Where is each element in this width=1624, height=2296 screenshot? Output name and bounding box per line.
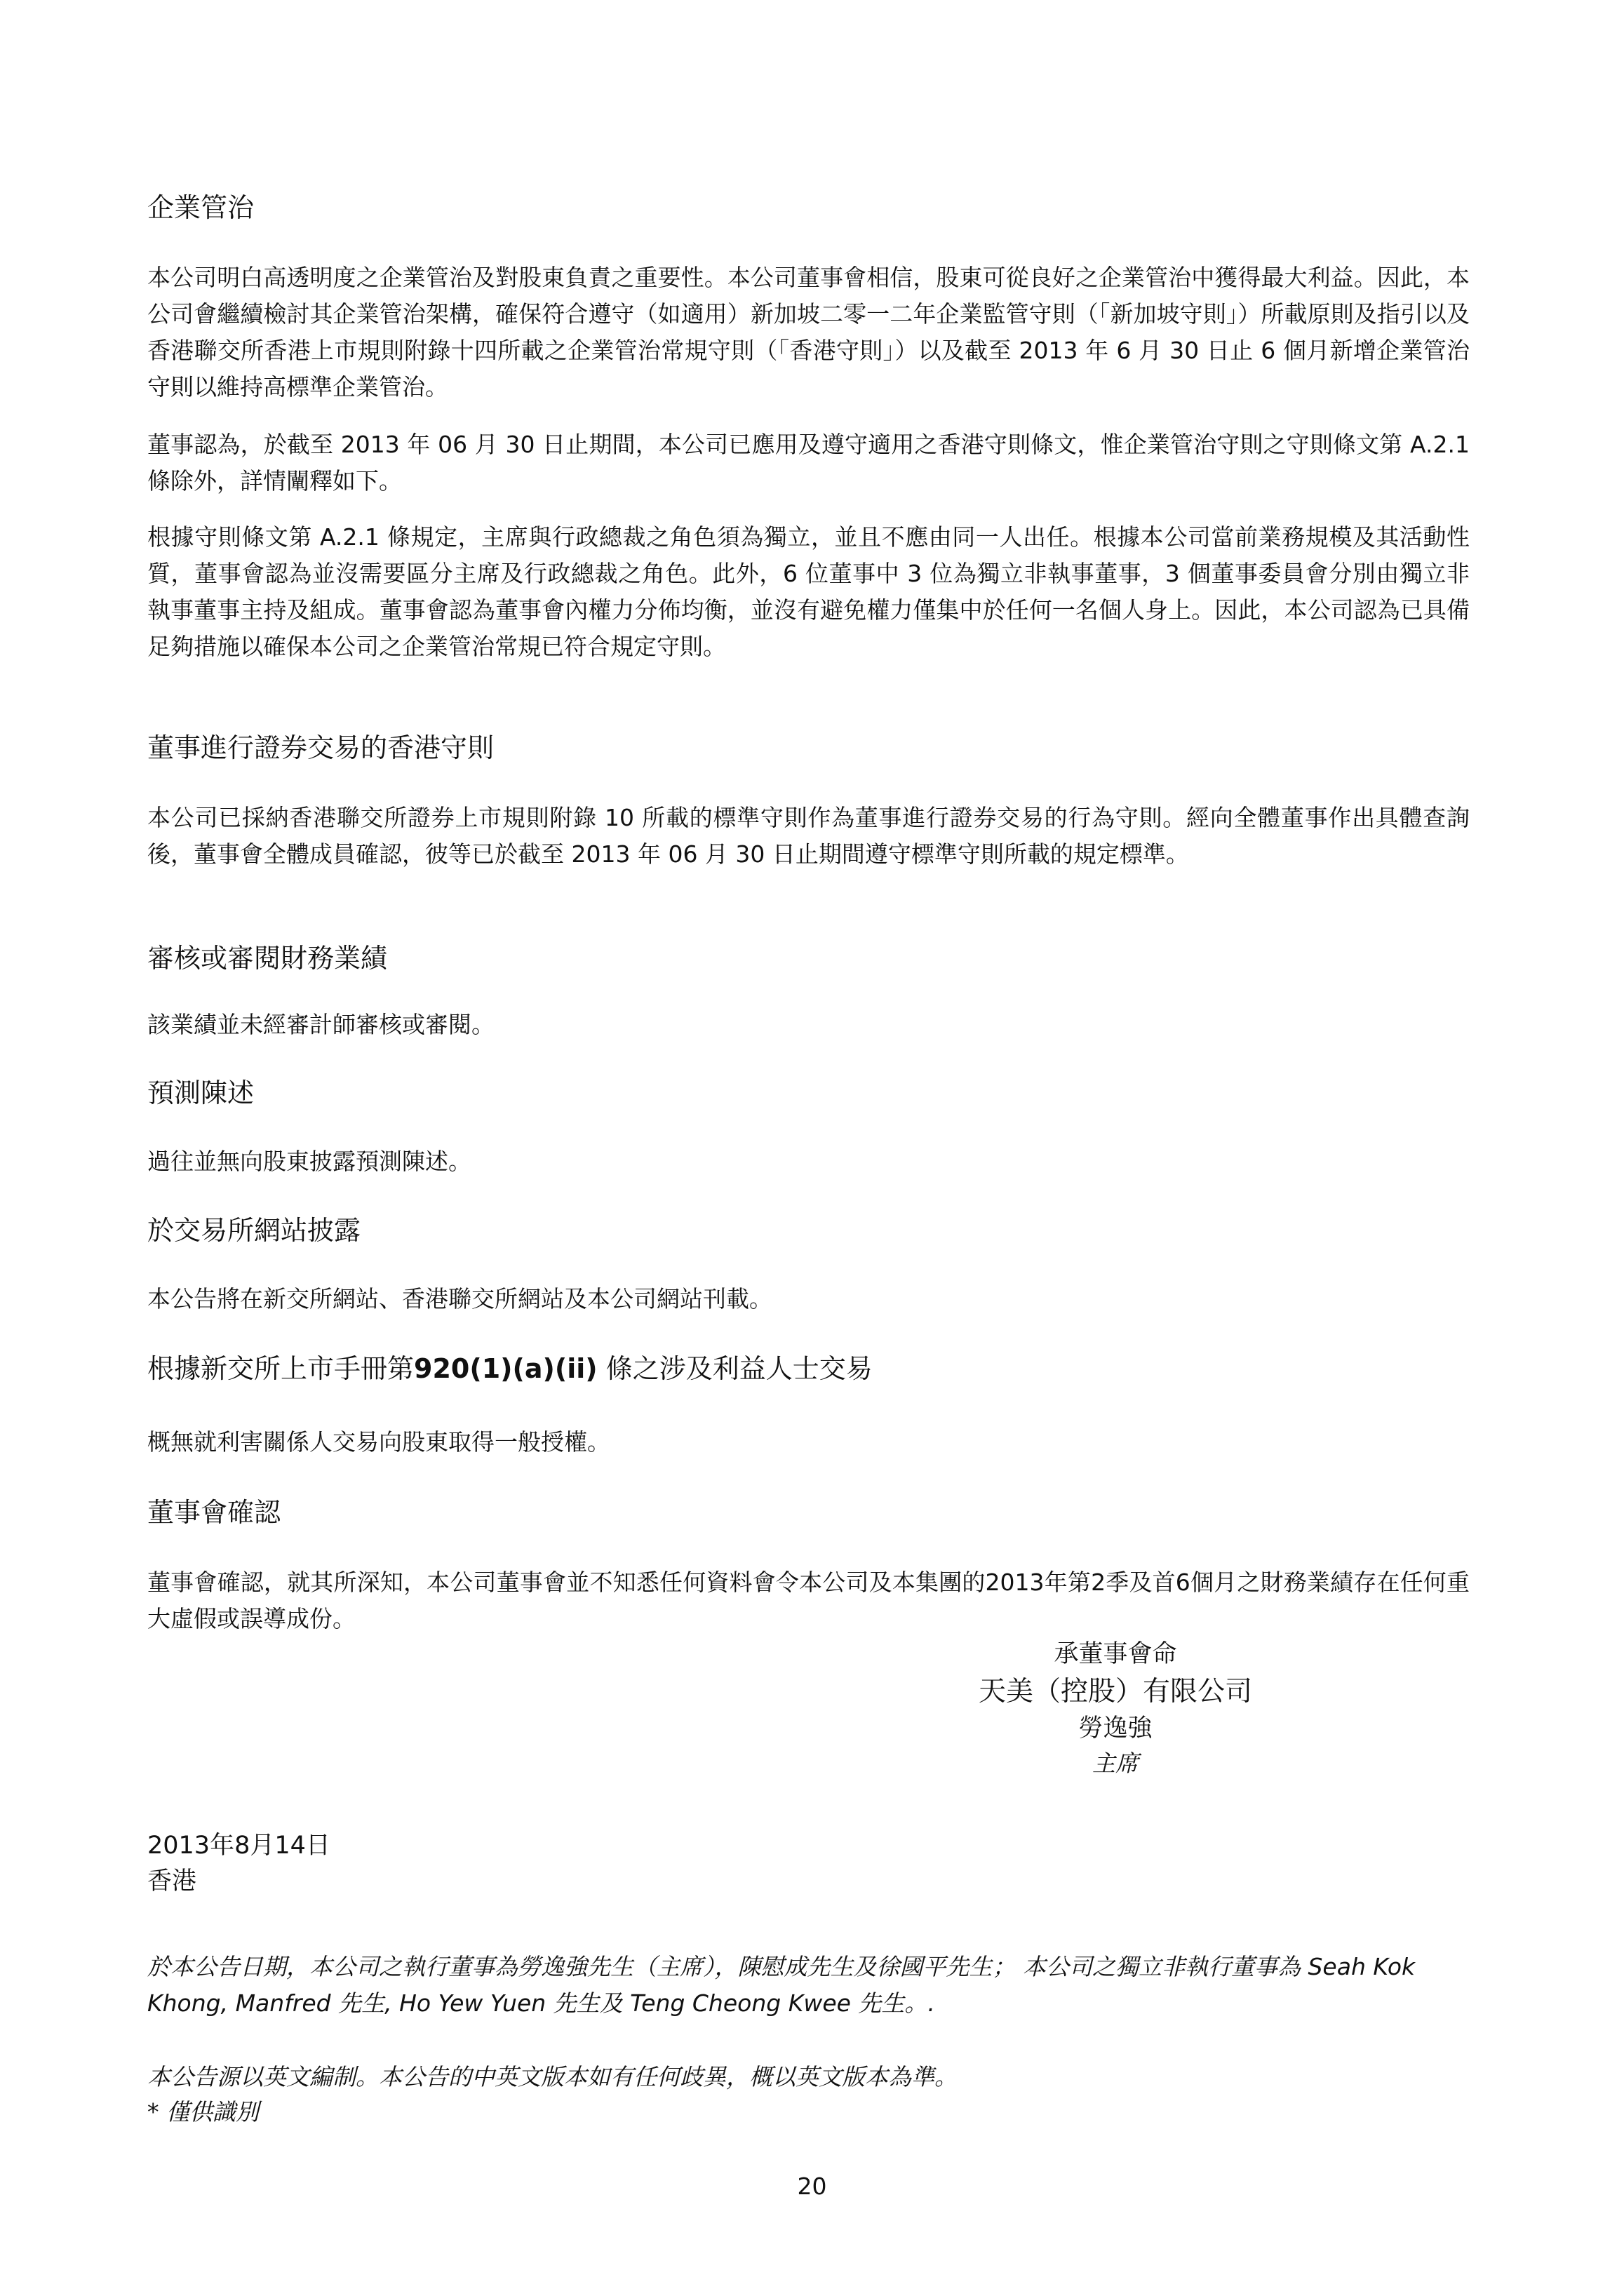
heading-ipt-rule: 920(1)(a)(ii)	[414, 1353, 598, 1384]
announcement-place: 香港	[147, 1867, 197, 1895]
paragraph-securities-code: 本公司已採納香港聯交所證券上市規則附錄 10 所載的標準守則作為董事進行證券交易的行為守則。經向全體董事作出具體查詢後，董事會全體成員確認，彼等已於截至 2013 年 06 月 30 日止期間遵守標準守則所載的規定標準。	[147, 804, 1470, 868]
heading-ipt-prefix: 根據新交所上市手冊第	[147, 1353, 415, 1384]
paragraph-governance-compliance: 董事認為，於截至 2013 年 06 月 30 日止期間，本公司已應用及遵守適用之香港守則條文，惟企業管治守則之守則條文第 A.2.1 條除外，詳情闡釋如下。	[147, 431, 1470, 495]
heading-audit-review: 審核或審閱財務業績	[147, 943, 388, 974]
heading-ipt-suffix: 條之涉及利益人士交易	[597, 1353, 873, 1384]
directors-note: 於本公告日期，本公司之執行董事為勞逸強先生（主席），陳慰成先生及徐國平先生； 本公司之獨立非執行董事為 Seah Kok Khong, Manfred 先生, Ho Yew Yuen 先生及 Teng Cheong Kwee 先生。.	[147, 1953, 1416, 2017]
paragraph-board-confirmation: 董事會確認，就其所深知，本公司董事會並不知悉任何資料會令本公司及本集團的2013年第2季及首6個月之財務業績存在任何重大虛假或誤導成份。	[147, 1569, 1470, 1632]
paragraph-audit-review: 該業績並未經審計師審核或審閱。	[147, 1011, 495, 1038]
paragraph-governance-a21: 根據守則條文第 A.2.1 條規定，主席與行政總裁之角色須為獨立，並且不應由同一人出任。根據本公司當前業務規模及其活動性質，董事會認為並沒需要區分主席及行政總裁之角色。此外，6 位董事中 3 位為獨立非執事董事，3 個董事委員會分別由獨立非執事董事主持及組成。董事會認為董事會內權力分佈均衡，並沒有避免權力僅集中於任何一名個人身上。因此，本公司認為已具備足夠措施以確保本公司之企業管治常規已符合規定守則。	[147, 523, 1470, 660]
heading-board-confirmation: 董事會確認	[147, 1497, 281, 1528]
paragraph-forecast: 過往並無向股東披露預測陳述。	[147, 1148, 471, 1175]
heading-corporate-governance: 企業管治	[147, 192, 255, 223]
signature-title: 主席	[1092, 1750, 1139, 1777]
signature-company-name: 天美（控股）有限公司	[978, 1676, 1252, 1707]
heading-forecast: 預測陳述	[147, 1077, 255, 1108]
paragraph-interested-person: 概無就利害關係人交易向股東取得一般授權。	[147, 1428, 610, 1456]
signature-by-order: 承董事會命	[1054, 1640, 1177, 1668]
page-number: 20	[797, 2173, 827, 2200]
heading-exchange-disclosure: 於交易所網站披露	[147, 1215, 361, 1246]
signature-name: 勞逸強	[1078, 1714, 1153, 1743]
paragraph-exchange-disclosure: 本公告將在新交所網站、香港聯交所網站及本公司網站刊載。	[147, 1285, 772, 1313]
identification-footnote: * 僅供識別	[147, 2098, 259, 2126]
language-note: 本公告源以英文編制。本公告的中英文版本如有任何歧異，概以英文版本為準。	[147, 2063, 958, 2090]
heading-securities-code: 董事進行證券交易的香港守則	[147, 732, 495, 763]
paragraph-governance-intro: 本公司明白高透明度之企業管治及對股東負責之重要性。本公司董事會相信，股東可從良好之企業管治中獲得最大利益。因此，本公司會繼續檢討其企業管治架構，確保符合遵守（如適用）新加坡二零一二年企業監管守則（「新加坡守則」）所載原則及指引以及香港聯交所香港上市規則附錄十四所載之企業管治常規守則（「香港守則」）以及截至 2013 年 6 月 30 日止 6 個月新增企業管治守則以維持高標準企業管治。	[147, 264, 1470, 401]
heading-interested-person-transactions	[147, 1350, 873, 1387]
announcement-date: 2013年8月14日	[147, 1832, 330, 1860]
